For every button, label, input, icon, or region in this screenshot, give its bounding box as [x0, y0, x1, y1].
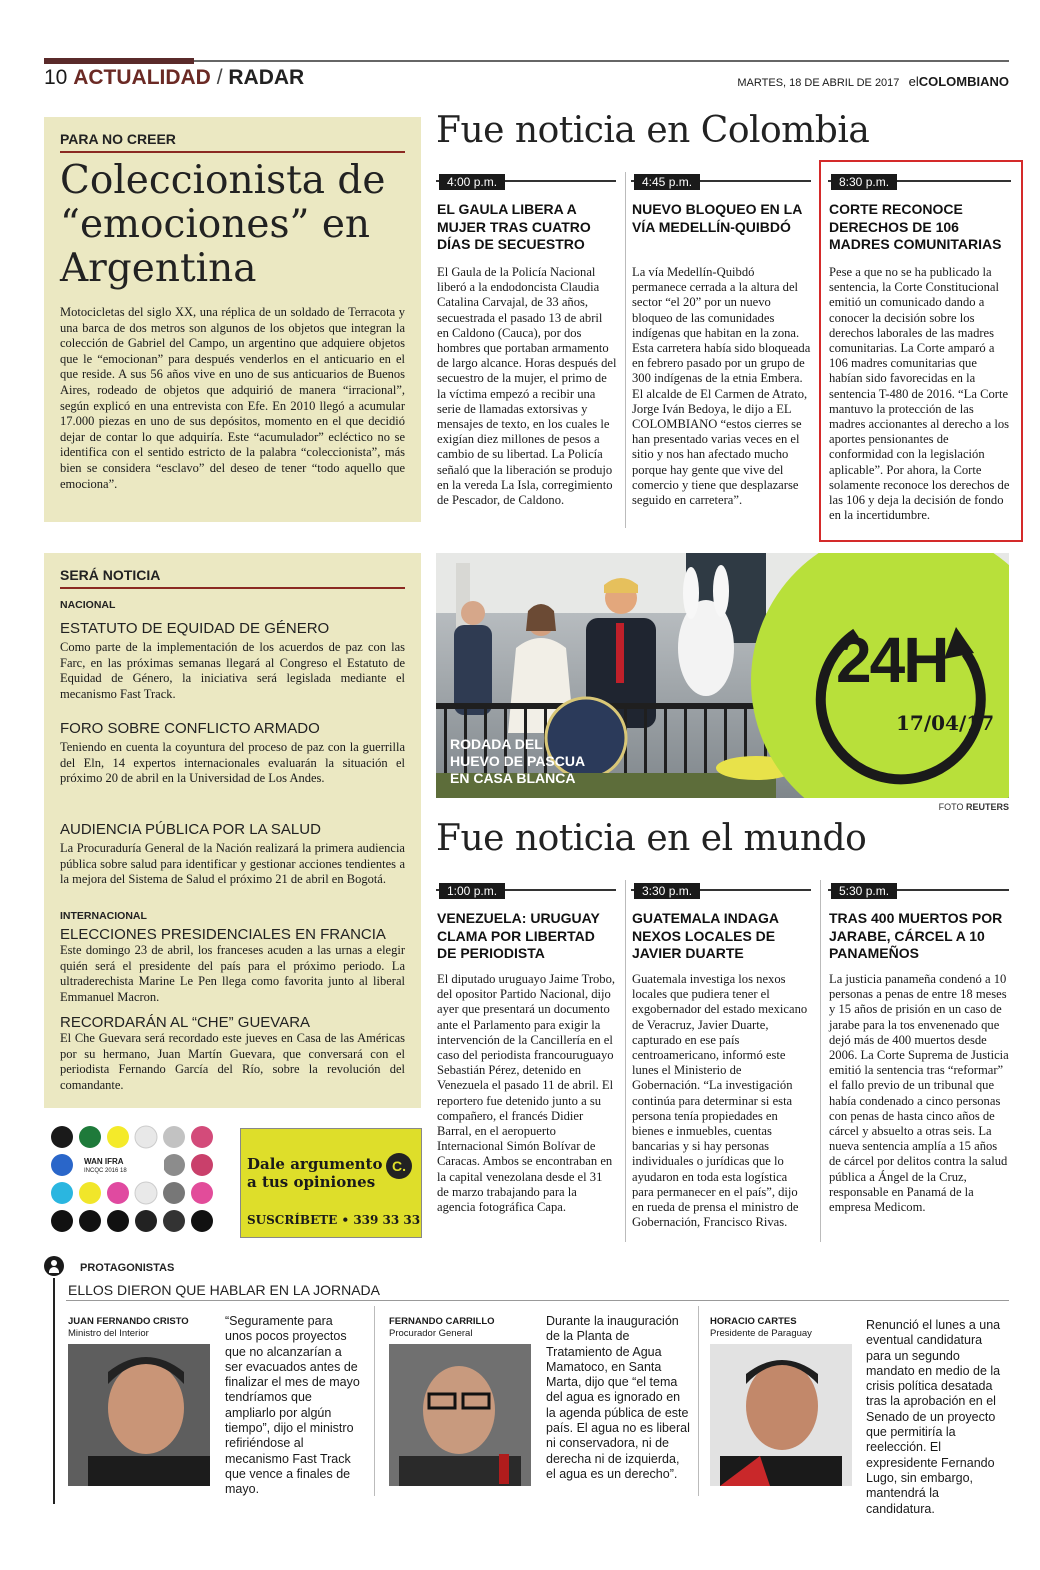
time-badge: 4:00 p.m.	[439, 174, 505, 190]
protagonistas-label: PROTAGONISTAS	[80, 1262, 175, 1274]
para-no-creer-body: Motocicletas del siglo XX, una réplica de un soldado de Terracota y una barca de dos metros son algunos de los objetos que integran la colección de Gabriel del Campo, un argentino que adquiere objetos que le “emocionan” para después venderlos en el anticuario en el que reside. A sus 56 años vive en uno de sus anticuarios de Buenos Aires, rodeado de objetos que adquirió de manera “irracional”, según explicó en una entrevista con Efe. En 2010 llegó a acumular 17.000 piezas en uno de sus depósitos, momento en el que decidió dejar de contar lo que adquiría. Este “acumulador” ecléctico no se identifica con el sentido estricto de la palabra “coleccionista”, más bien se considera “esclavo” del deseo de tener “todo aquello que emociona”.	[60, 305, 405, 491]
column-divider	[820, 880, 821, 1242]
section-separator: /	[216, 66, 223, 89]
story-text: Pese a que no se ha publicado la sentencia, la Corte Constitucional emitió un comunicado dando a conocer la decisión sobre los derechos laborales de las madres comunitarias. La Corte amparó a 106 madres comunitarias que habían sido favorecidas en la sentencia T-480 de 2016. “La Corte mantuvo la protección de las madres accionantes al derecho a los aportes pensionantes de conformidad con la legislación aplicable”. Por ahora, la Corte solamente reconoce los derechos de las 106 y deja la decisión de fondo en la incertidumbre.	[829, 265, 1010, 523]
person-name: HORACIO CARTES	[710, 1316, 797, 1327]
brand-prefix: el	[908, 74, 919, 89]
protagonistas-subtitle: ELLOS DIERON QUE HABLAR EN LA JORNADA	[68, 1282, 380, 1298]
subsection-name: RADAR	[228, 66, 305, 89]
column-divider	[698, 1306, 699, 1496]
event-title: ESTATUTO DE EQUIDAD DE GÉNERO	[60, 620, 330, 637]
story-text: La vía Medellín-Quibdó permanece cerrada a la altura del sector “el 20” por un nuevo bloqueo de las comunidades indígenas que habitan en la zona. Esta carretera había sido bloqueada en febrero pasado por un grupo de 300 indígenas de la etnia Embera. El alcalde de El Carmen de Atrato, Jorge Iván Bedoya, le dijo a EL COLOMBIANO “estos cierres se han presentado varias veces en el sitio y nos han afectado mucho porque hay gente que vive del comercio y tiene que desplazarse seguido en carretera”.	[632, 265, 811, 508]
color-test-ad	[50, 1125, 222, 1237]
time-badge: 5:30 p.m.	[831, 883, 897, 899]
caption-line-2: HUEVO DE PASCUA	[450, 753, 586, 769]
24h-badge-date: 17/04/17	[896, 711, 995, 735]
person-role: Presidente de Paraguay	[710, 1328, 812, 1339]
story-headline: NUEVO BLOQUEO EN LA VÍA MEDELLÍN-QUIBDÓ	[632, 201, 802, 235]
title-line-1: Coleccionista de	[60, 158, 386, 203]
event-text: Teniendo en cuenta la coyuntura del proceso de paz con la guerrilla del Eln, 14 expertos internacionales evaluarán la situación el próximo 20 de abril en la Universidad de Los Andes.	[60, 740, 405, 786]
story-headline: TRAS 400 MUERTOS POR JARABE, CÁRCEL A 10 PANAMEÑOS	[829, 910, 1003, 961]
sera-noticia-label: SERÁ NOTICIA	[60, 567, 161, 583]
color-dots	[50, 1125, 222, 1237]
protagonistas-rule	[66, 1300, 1009, 1301]
issue-date: MARTES, 18 DE ABRIL DE 2017	[737, 77, 900, 89]
protagonistas-vline	[53, 1278, 55, 1504]
title-line-2: “emociones” en	[60, 202, 371, 247]
brand-logo-icon: C.	[386, 1153, 412, 1179]
subscribe-ad-line2: a tus opiniones	[247, 1173, 376, 1191]
person-photo	[68, 1344, 210, 1486]
news-photo	[436, 553, 1009, 798]
story-text: El Gaula de la Policía Nacional liberó a la endodoncista Claudia Catalina Carvajal, de 33 años, secuestrada el pasado 13 de abril en Caldono (Cauca), por dos hombres que portaban armamento de largo alcance. Horas después del secuestro de la mujer, el primo de la víctima empezó a recibir una serie de llamadas extorsivas y mensajes de texto, en los cuales le exigían diez millones de pesos a cambio de su libertad. La Policía señaló que la liberación se produjo en la vereda La Isla, corregimiento de Pescador, de Caldono.	[437, 265, 617, 508]
story-text: Guatemala investiga los nexos locales que pudiera tener el exgobernador del estado mexicano de Veracruz, Javier Duarte, capturado en ese país centroamericano, informó este lunes el Ministerio de Gobernación. “La investigación continúa para determinar si esta persona tenía propiedades en bienes e inmuebles, cuentas bancarias y si hay personas individuales o jurídicas que lo ayudaron en toda esta logística para permanecer en el país”, dijo en rueda de prensa el ministro de Gobernación, Francisco Rivas.	[632, 972, 808, 1230]
person-role: Ministro del Interior	[68, 1328, 149, 1339]
subscribe-ad-phone: SUSCRÍBETE • 339 33 33	[247, 1213, 421, 1227]
column-divider	[625, 172, 626, 528]
para-no-creer-title	[60, 159, 410, 291]
person-role: Procurador General	[389, 1328, 473, 1339]
event-title: ELECCIONES PRESIDENCIALES EN FRANCIA	[60, 926, 386, 943]
person-name: JUAN FERNANDO CRISTO	[68, 1316, 189, 1327]
story-text: La justicia panameña condenó a 10 personas a penas de entre 18 meses y 15 años de prisión en un caso de jarabe para la tos envenenado que dejó más de 400 muertos desde 2006. La Corte Suprema de Justicia emitió la sentencia tras “reformar” el fallo previo de un tribunal que había condenado a cinco personas con penas de hasta cinco años de cárcel y absuelto a otras seis. La nueva sentencia amplía a 15 años de cárcel por delitos contra la salud pública a Ángel de la Cruz, responsable en Panamá de la empresa Medicom.	[829, 972, 1009, 1215]
column-divider	[625, 880, 626, 1242]
page-number: 10	[44, 66, 68, 89]
photo-caption	[450, 736, 585, 787]
column-divider	[374, 1306, 375, 1496]
person-quote: Renunció el lunes a una eventual candidatura para un segundo mandato en medio de la crisis política desatada tras la aprobación en el Senado de un proyecto que permitiría la reelección. El expresidente Fernando Lugo, sin embargo, mantendrá la candidatura.	[866, 1318, 1001, 1516]
credit-label: FOTO	[938, 802, 964, 812]
wan-label: WAN IFRA	[84, 1157, 124, 1166]
internacional-label: INTERNACIONAL	[60, 910, 147, 922]
event-text: Este domingo 23 de abril, los franceses acuden a las urnas a elegir quién será el presidente del país para el próximo periodo. La ultraderechista Marine Le Pen llega como favorita junto al liberal Emmanuel Macron.	[60, 943, 405, 1004]
section-name: ACTUALIDAD	[73, 66, 211, 89]
date-brand	[737, 74, 1009, 89]
event-title: FORO SOBRE CONFLICTO ARMADO	[60, 720, 320, 737]
time-badge: 4:45 p.m.	[634, 174, 700, 190]
story-headline: CORTE RECONOCE DERECHOS DE 106 MADRES COMUNITARIAS	[829, 201, 1002, 252]
story-headline: EL GAULA LIBERA A MUJER TRAS CUATRO DÍAS DE SECUESTRO	[437, 201, 591, 252]
event-text: El Che Guevara será recordado este jueves en Casa de las Américas por su hermano, Juan Martín Guevara, que conversará con el periodista Fernando García del Río, sobre la revolución del comandante.	[60, 1031, 405, 1092]
person-quote: “Seguramente para unos pocos proyectos que no alcanzarían a ser evacuados antes de finalizar el mes de mayo tendríamos que ampliarlo por algún tiempo”, dijo el ministro refiriéndose al mecanismo Fast Track que vence a finales de mayo.	[225, 1314, 360, 1497]
subscribe-ad[interactable]	[240, 1128, 422, 1238]
credit-source: REUTERS	[965, 802, 1009, 812]
colombia-section-title: Fue noticia en Colombia	[436, 110, 870, 151]
sera-noticia-rule	[60, 587, 405, 589]
title-line-3: Argentina	[60, 246, 257, 291]
brand-name: COLOMBIANO	[918, 74, 1009, 89]
person-photo	[389, 1344, 531, 1486]
caption-line-3: EN CASA BLANCA	[450, 770, 576, 786]
para-no-creer-label: PARA NO CREER	[60, 131, 176, 147]
top-rule	[44, 58, 1009, 64]
sera-noticia-box	[44, 553, 421, 1108]
person-icon	[44, 1256, 64, 1276]
story-text: El diputado uruguayo Jaime Trobo, del opositor Partido Nacional, dijo ayer que presentará un documento ante el Parlamento para exigir la intervención de la Cancillería en el caso del periodista francouruguayo Sebastián Pérez, detenido en Venezuela el pasado 11 de abril. El reportero fue detenido junto a su compañero, el francés Didier Barral, en el aeropuerto Internacional Simón Bolívar de Caracas. Ambos se encontraban en la capital venezolana desde el 31 de marzo trabajando para la agencia fotográfica Capa.	[437, 972, 616, 1215]
para-no-creer-box	[44, 117, 421, 522]
24h-badge-text: 24H	[836, 624, 948, 696]
story-headline: VENEZUELA: URUGUAY CLAMA POR LIBERTAD DE PERIODISTA	[437, 910, 600, 961]
caption-line-1: RODADA DEL	[450, 736, 543, 752]
para-no-creer-rule	[60, 151, 405, 153]
story-headline: GUATEMALA INDAGA NEXOS LOCALES DE JAVIER DUARTE	[632, 910, 779, 961]
page-header	[44, 66, 304, 90]
person-name: FERNANDO CARRILLO	[389, 1316, 495, 1327]
nacional-label: NACIONAL	[60, 599, 116, 611]
time-badge: 1:00 p.m.	[439, 883, 505, 899]
photo-credit	[939, 802, 1009, 812]
person-photo	[710, 1344, 852, 1486]
subscribe-ad-line1: Dale argumento	[247, 1155, 383, 1173]
event-title: AUDIENCIA PÚBLICA POR LA SALUD	[60, 821, 321, 838]
wan-sub: INCQC 2016 18	[84, 1168, 127, 1174]
event-title: RECORDARÁN AL “CHE” GUEVARA	[60, 1014, 311, 1031]
time-badge: 8:30 p.m.	[831, 174, 897, 190]
time-badge: 3:30 p.m.	[634, 883, 700, 899]
event-text: Como parte de la implementación de los acuerdos de paz con las Farc, en las próximas semanas llegará al Congreso el Estatuto de Equidad de Género, la iniciativa será legislada mediante el mecanismo Fast Track.	[60, 640, 405, 701]
mundo-section-title: Fue noticia en el mundo	[436, 818, 867, 859]
event-text: La Procuraduría General de la Nación realizará la primera audiencia pública sobre salud para identificar y gestionar acciones tendientes a la mejora del Sistema de Salud el próximo 21 de abril en Bogotá.	[60, 841, 405, 887]
person-quote: Durante la inauguración de la Planta de Tratamiento de Agua Mamatoco, en Santa Marta, dijo que “el tema del agua es ignorado en la agenda pública de este país. El agua no es liberal ni conservadora, ni de derecha ni de izquierda, el agua es un derecho”.	[546, 1314, 690, 1481]
